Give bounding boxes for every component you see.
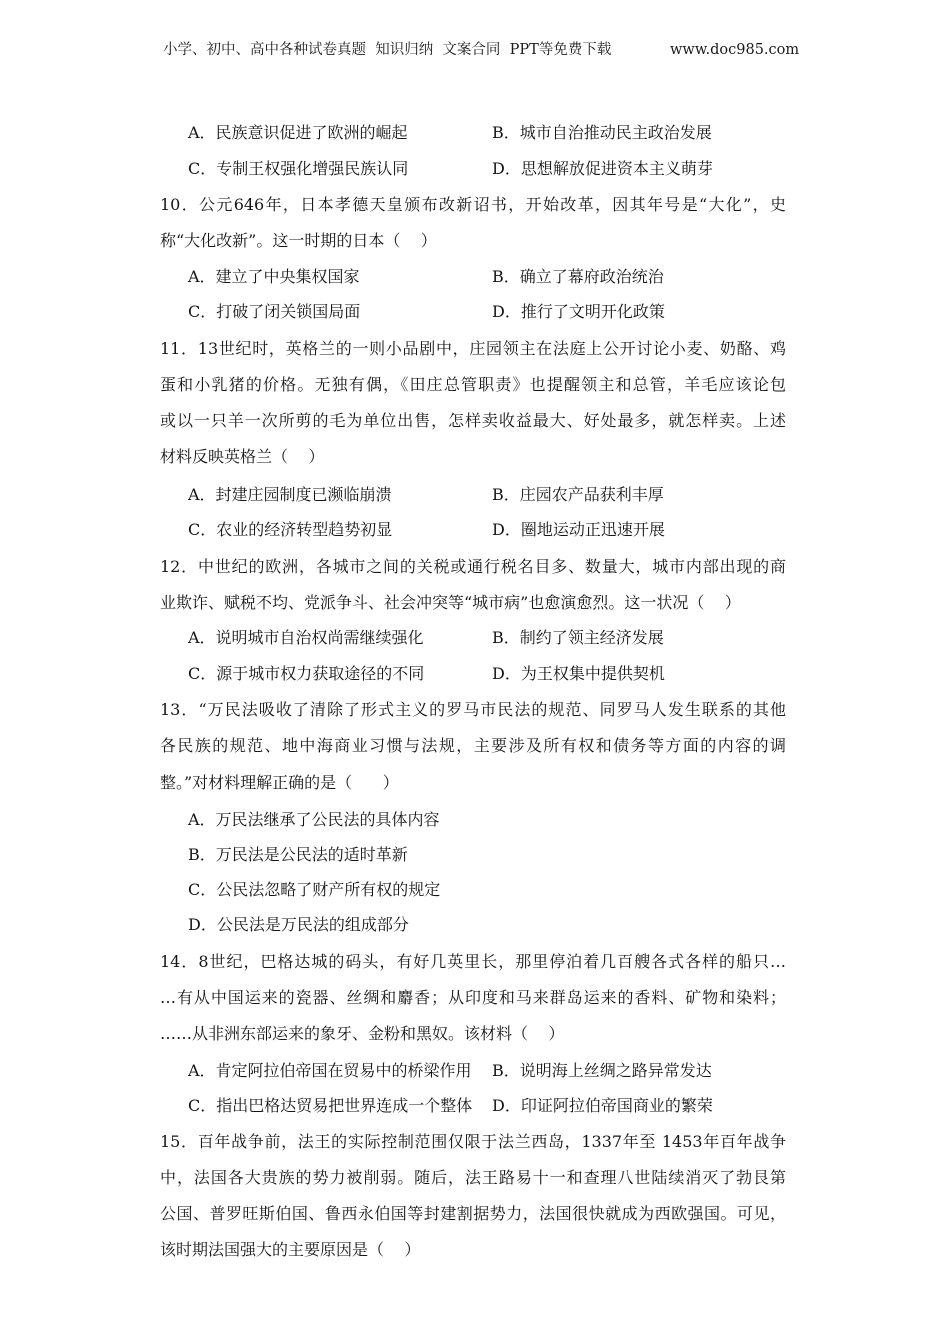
option-c: C．打破了闭关锁国局面 [188, 302, 361, 321]
option-a: A．万民法继承了公民法的具体内容 [188, 810, 440, 829]
option-b: B．城市自治推动民主政治发展 [492, 123, 712, 142]
question-stem-line: …有从中国运来的瓷器、丝绸和麝香；从印度和马来群岛运来的香料、矿物和染料； [160, 988, 786, 1007]
option-d: D．为王权集中提供契机 [492, 664, 665, 683]
option-a: A．建立了中央集权国家 [188, 267, 360, 286]
question-stem-line: 14．8世纪，巴格达城的码头，有好几英里长，那里停泊着几百艘各式各样的船只… [160, 952, 786, 971]
option-a: A．说明城市自治权尚需继续强化 [188, 628, 424, 647]
question-stem-line: 称“大化改新”。这一时期的日本（ ） [160, 231, 437, 250]
option-c: C．专制王权强化增强民族认同 [188, 159, 409, 178]
option-a: A．民族意识促进了欧洲的崛起 [188, 123, 408, 142]
option-d: D．思想解放促进资本主义萌芽 [492, 159, 713, 178]
option-c: C．源于城市权力获取途径的不同 [188, 664, 425, 683]
option-a: A．肯定阿拉伯帝国在贸易中的桥梁作用 [188, 1061, 472, 1080]
option-b: B．庄园农产品获利丰厚 [492, 485, 664, 504]
option-b: B．说明海上丝绸之路异常发达 [492, 1061, 712, 1080]
question-stem-line: 中，法国各大贵族的势力被削弱。随后，法王路易十一和查理八世陆续消灭了勃艮第 [160, 1168, 786, 1187]
option-c: C．公民法忽略了财产所有权的规定 [188, 880, 441, 899]
option-b: B．制约了领主经济发展 [492, 628, 664, 647]
option-b: B．万民法是公民法的适时革新 [188, 845, 408, 864]
question-stem-line: ……从非洲东部运来的象牙、金粉和黑奴。该材料（ ） [160, 1024, 565, 1043]
question-stem-line: 15．百年战争前，法王的实际控制范围仅限于法兰西岛，1337年至 1453年百年战争 [160, 1132, 786, 1151]
option-c: C．农业的经济转型趋势初显 [188, 520, 393, 539]
question-stem-line: 材料反映英格兰（ ） [160, 447, 325, 466]
header-text: 小学、初中、高中各种试卷真题 知识归纳 文案合同 PPT等免费下载 [163, 42, 612, 58]
question-stem-line: 该时期法国强大的主要原因是（ ） [160, 1240, 421, 1259]
option-d: D．圈地运动正迅速开展 [492, 520, 665, 539]
question-stem-line: 整。”对材料理解正确的是（ ） [160, 773, 399, 792]
question-stem-line: 10．公元646年，日本孝德天皇颁布改新诏书，开始改革，因其年号是“大化”，史 [160, 195, 786, 214]
option-d: D．公民法是万民法的组成部分 [188, 915, 409, 934]
option-c: C．指出巴格达贸易把世界连成一个整体 [188, 1096, 473, 1115]
question-stem-line: 业欺诈、赋税不均、党派争斗、社会冲突等“城市病”也愈演愈烈。这一状况（ ） [160, 593, 741, 612]
question-stem-line: 蛋和小乳猪的价格。无独有偶，《田庄总管职责》也提醒领主和总管，羊毛应该论包 [160, 375, 786, 394]
question-stem-line: 12．中世纪的欧洲，各城市之间的关税或通行税名目多、数量大，城市内部出现的商 [160, 557, 786, 576]
question-stem-line: 各民族的规范、地中海商业习惯与法规，主要涉及所有权和债务等方面的内容的调 [160, 736, 786, 755]
option-b: B．确立了幕府政治统治 [492, 267, 664, 286]
question-stem-line: 或以一只羊一次所剪的毛为单位出售，怎样卖收益最大、好处最多，就怎样卖。上述 [160, 411, 786, 430]
question-stem-line: 公国、普罗旺斯伯国、鲁西永伯国等封建割据势力，法国很快就成为西欧强国。可见， [160, 1204, 786, 1223]
question-stem-line: 11．13世纪时，英格兰的一则小品剧中，庄园领主在法庭上公开讨论小麦、奶酪、鸡 [160, 339, 786, 358]
option-a: A．封建庄园制度已濒临崩溃 [188, 485, 392, 504]
option-d: D．印证阿拉伯帝国商业的繁荣 [492, 1096, 713, 1115]
option-d: D．推行了文明开化政策 [492, 302, 665, 321]
question-stem-line: 13．“万民法吸收了清除了形式主义的罗马市民法的规范、同罗马人发生联系的其他 [160, 700, 786, 719]
header-url: www.doc985.com [670, 42, 800, 58]
